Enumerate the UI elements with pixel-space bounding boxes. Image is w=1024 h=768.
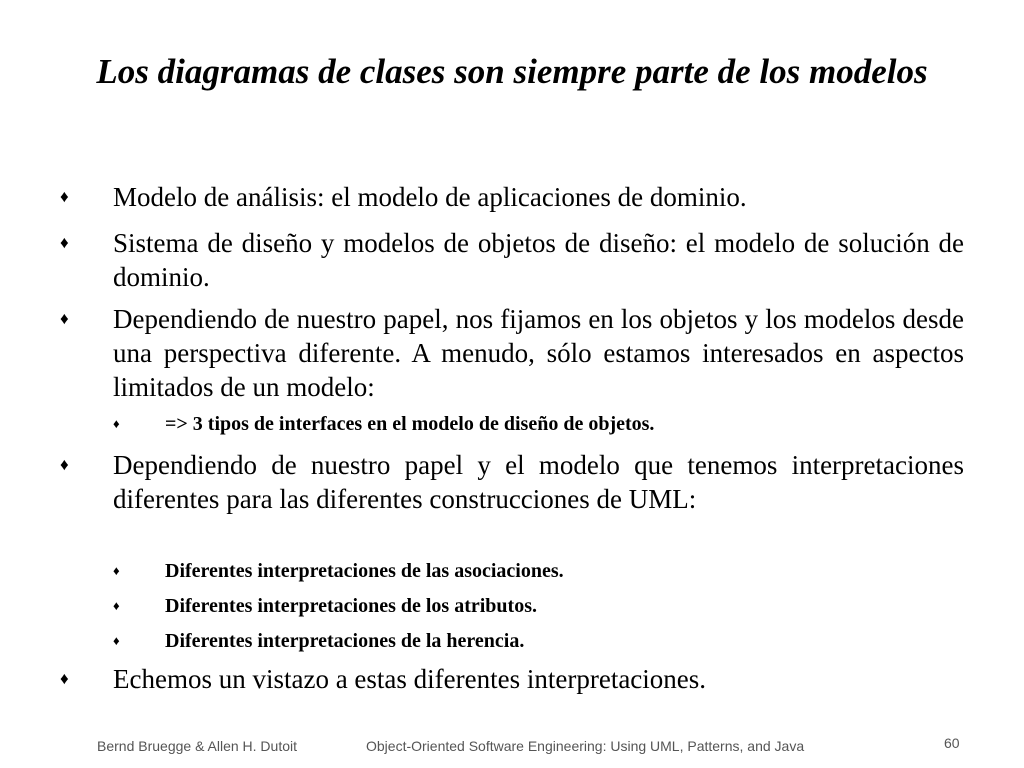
sub-bullet-text: Diferentes interpretaciones de los atributos.: [165, 595, 537, 617]
diamond-bullet-icon: ♦: [60, 187, 69, 206]
bullet-text: Echemos un vistazo a estas diferentes interpretaciones.: [113, 664, 707, 694]
sub-bullet-text: => 3 tipos de interfaces en el modelo de diseño de objetos.: [165, 413, 655, 435]
sub-bullet-text: Diferentes interpretaciones de la herencia.: [165, 630, 525, 652]
bullet-text: Modelo de análisis: el modelo de aplicaciones de dominio.: [113, 182, 747, 212]
bullet-text: Dependiendo de nuestro papel, nos fijamos en los objetos y los modelos desde una perspectiva diferente. A menudo, sólo estamos interesados en aspectos limitados de un modelo:: [113, 304, 964, 402]
diamond-bullet-icon: ♦: [60, 233, 69, 252]
diamond-bullet-icon: ♦: [113, 633, 120, 648]
diamond-bullet-icon: ♦: [113, 598, 120, 613]
footer-book-title: Object-Oriented Software Engineering: Using UML, Patterns, and Java: [366, 738, 805, 754]
footer-authors: Bernd Bruegge & Allen H. Dutoit: [97, 738, 298, 754]
diamond-bullet-icon: ♦: [60, 309, 69, 328]
diamond-bullet-icon: ♦: [60, 455, 69, 474]
diamond-bullet-icon: ♦: [113, 416, 120, 431]
diamond-bullet-icon: ♦: [60, 669, 69, 688]
diamond-bullet-icon: ♦: [113, 563, 120, 578]
slide-footer: [0, 735, 1024, 759]
slide-title: Los diagramas de clases son siempre parte de los modelos: [96, 52, 928, 91]
sub-bullet-text: Diferentes interpretaciones de las asociaciones.: [165, 560, 564, 582]
bullet-text: Dependiendo de nuestro papel y el modelo que tenemos interpretaciones diferentes para las diferentes construcciones de UML:: [113, 450, 964, 514]
page-number: 60: [944, 735, 960, 751]
bullet-text: Sistema de diseño y modelos de objetos de diseño: el modelo de solución de dominio.: [113, 228, 964, 292]
